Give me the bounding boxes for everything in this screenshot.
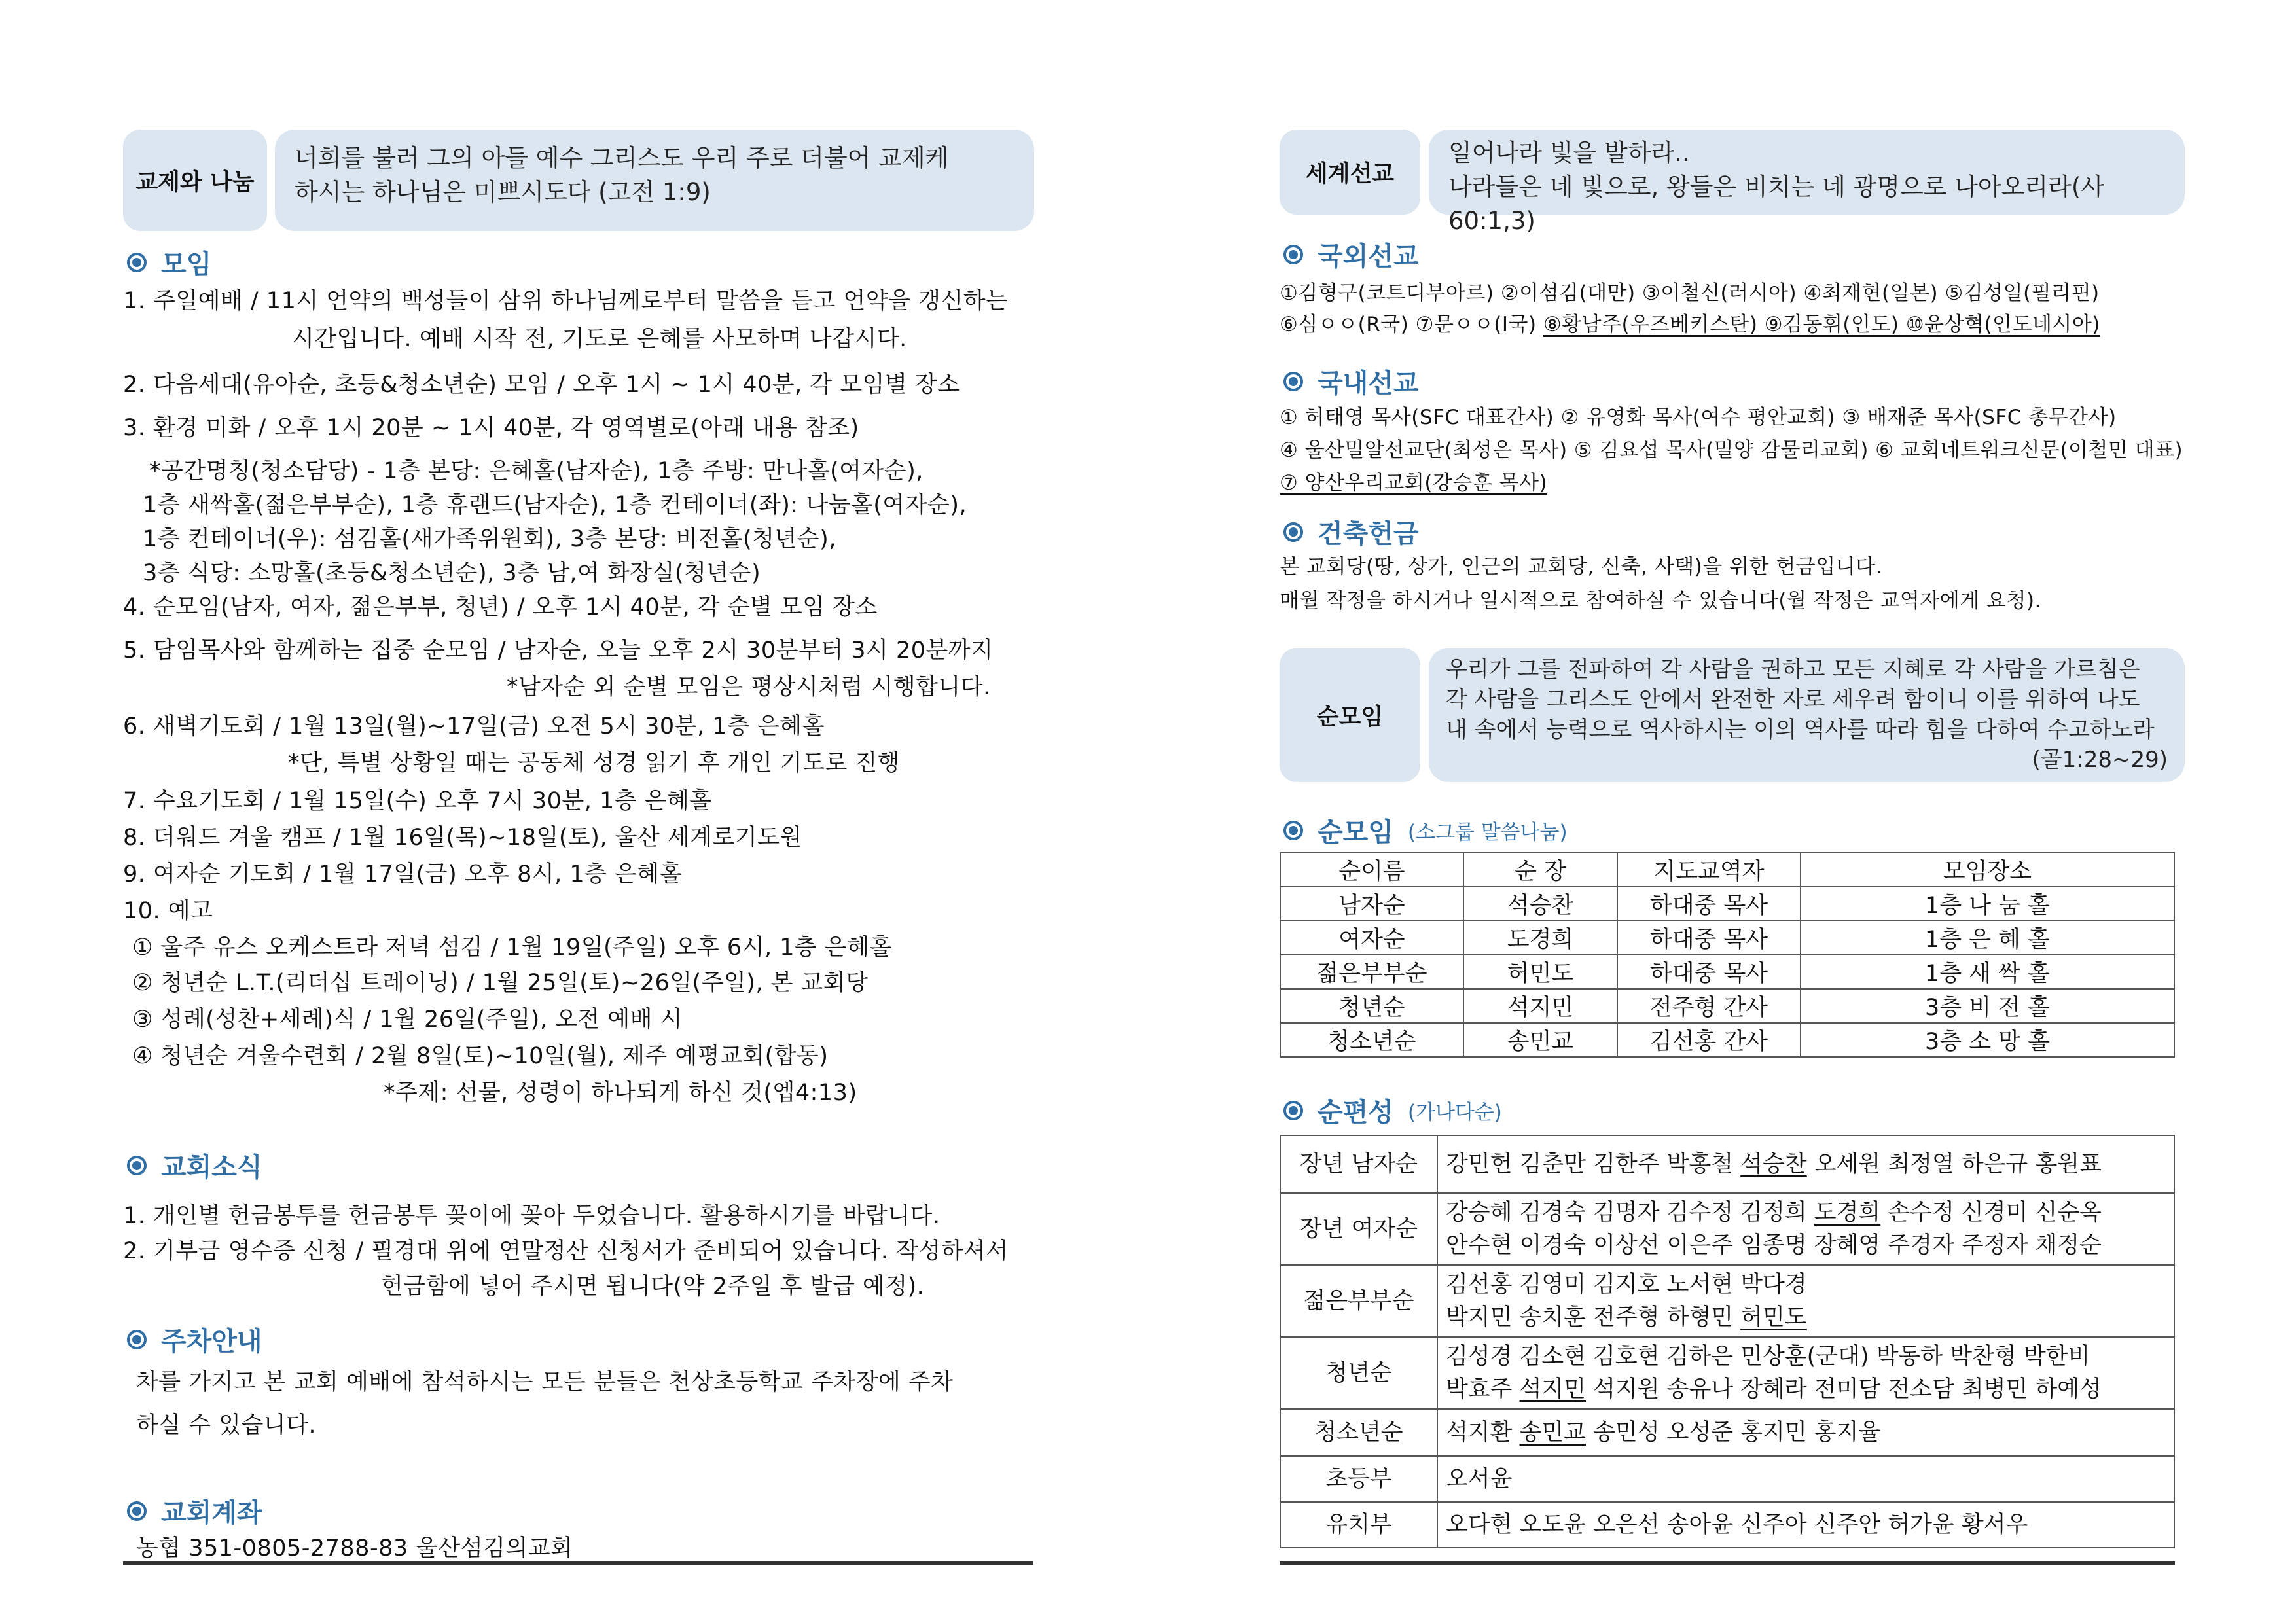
- cell-groups-section-title: 순모임 (소그룹 말씀나눔): [1283, 812, 1568, 849]
- table-cell: 1층 새 싹 홀: [1801, 955, 2174, 989]
- meeting-item-3-b: 1층 새싹홀(젊은부부순), 1층 휴랜드(남자순), 1층 컨테이너(좌): 나눔홀(여자순),: [143, 492, 967, 518]
- leader-name: 송민교: [1519, 1419, 1586, 1446]
- cell-verse-line-1: 우리가 그를 전파하여 각 사람을 권하고 모든 지혜로 각 사람을 가르침은: [1446, 656, 2140, 683]
- news-item-2-cont: 헌금함에 넣어 주시면 됩니다(약 2주일 후 발급 예정).: [381, 1274, 925, 1300]
- cell-groups-table: [1280, 852, 2175, 1058]
- meeting-item-5: 5. 담임목사와 함께하는 집중 순모임 / 남자순, 오늘 오후 2시 30분부터 3시 20분까지: [123, 637, 994, 664]
- domestic-line-1: ① 허태영 목사(SFC 대표간사) ② 유영화 목사(여수 평안교회) ③ 배재준 목사(SFC 총무간사): [1280, 406, 2117, 429]
- table-cell: 전주형 간사: [1617, 989, 1801, 1023]
- right-page: [1280, 0, 2183, 1623]
- notice-item-3: ③ 성례(성찬+세례)식 / 1월 26일(주일), 오전 예배 시: [132, 1007, 683, 1033]
- meeting-item-3: 3. 환경 미화 / 오후 1시 20분 ~ 1시 40분, 각 영역별로(아래 내용 참조): [123, 415, 859, 441]
- notice-item-1: ① 울주 유스 오케스트라 저녁 섬김 / 1월 19일(주일) 오후 6시, 1층 은혜홀: [132, 935, 892, 961]
- parking-section-title: 주차안내: [127, 1321, 262, 1358]
- table-row: [1280, 1337, 2174, 1409]
- table-header: 모임장소: [1801, 853, 2174, 887]
- roster-members: 김선홍 김영미 김지호 노서현 박다경 박지민 송치훈 전주형 하형민 허민도: [1437, 1265, 2174, 1337]
- table-row: [1280, 1023, 2174, 1057]
- table-cell: 청소년순: [1280, 1023, 1463, 1057]
- table-cell: 하대중 목사: [1617, 955, 1801, 989]
- roster-label: 초등부: [1280, 1456, 1437, 1502]
- mission-verse-line-1: 일어나라 빛을 발하라..: [1448, 139, 1690, 167]
- table-row: [1280, 989, 2174, 1023]
- building-section-title: 건축헌금: [1283, 513, 1419, 550]
- share-verse-line-2: 하시는 하나님은 미쁘시도다 (고전 1:9): [295, 178, 711, 206]
- meeting-item-4: 4. 순모임(남자, 여자, 젊은부부, 청년) / 오후 1시 40분, 각 순별 모임 장소: [123, 594, 878, 620]
- target-bullet-icon: [1283, 372, 1303, 391]
- table-row: [1280, 1456, 2174, 1502]
- roster-members: 김성경 김소현 김호현 김하은 민상훈(군대) 박동하 박찬형 박한비 박효주 석지민 석지원 송유나 장혜라 전미담 전소담 최병민 하예성: [1437, 1337, 2174, 1409]
- share-label: 교제와 나눔: [135, 169, 255, 196]
- table-cell: 김선홍 간사: [1617, 1023, 1801, 1057]
- notice-item-4: ④ 청년순 겨울수련회 / 2월 8일(토)~10일(월), 제주 예평교회(합동): [132, 1043, 829, 1069]
- table-cell: 하대중 목사: [1617, 887, 1801, 921]
- share-verse-box: [275, 130, 1034, 231]
- notice-item-2: ② 청년순 L.T.(리더십 트레이닝) / 1월 25일(토)~26일(주일), 본 교회당: [132, 970, 869, 996]
- table-row: [1280, 1193, 2174, 1265]
- roster-members: 오서윤: [1437, 1456, 2174, 1502]
- target-bullet-icon: [127, 1501, 147, 1521]
- meeting-item-8: 8. 더워드 겨울 캠프 / 1월 16일(목)~18일(토), 울산 세계로기도원: [123, 825, 802, 851]
- table-cell: 젊은부부순: [1280, 955, 1463, 989]
- account-number: 농협 351-0805-2788-83 울산섬김의교회: [136, 1535, 573, 1561]
- meeting-item-3-d: 3층 식당: 소망홀(초등&청소년순), 3층 남,여 화장실(청년순): [143, 560, 761, 586]
- news-item-1: 1. 개인별 헌금봉투를 헌금봉투 꽂이에 꽂아 두었습니다. 활용하시기를 바랍니다.: [123, 1203, 941, 1229]
- table-cell: 허민도: [1463, 955, 1617, 989]
- notice-item-4-theme: *주제: 선물, 성령이 하나되게 하신 것(엡4:13): [384, 1080, 857, 1106]
- meeting-item-6-note: *단, 특별 상황일 때는 공동체 성경 읽기 후 개인 기도로 진행: [288, 750, 901, 776]
- table-cell: 1층 나 눔 홀: [1801, 887, 2174, 921]
- leader-name: 석지민: [1519, 1376, 1586, 1402]
- bottom-divider: [123, 1561, 1033, 1565]
- parking-line-1: 차를 가지고 본 교회 예배에 참석하시는 모든 분들은 천상초등학교 주차장에 주차: [136, 1369, 954, 1395]
- table-header: 순 장: [1463, 853, 1617, 887]
- news-section-title: 교회소식: [127, 1147, 262, 1184]
- cell-verse-line-3: 내 속에서 능력으로 역사하시는 이의 역사를 따라 힘을 다하여 수고하노라: [1446, 717, 2155, 743]
- table-cell: 남자순: [1280, 887, 1463, 921]
- roster-members: 강민헌 김춘만 김한주 박홍철 석승찬 오세원 최정열 하은규 홍원표: [1437, 1135, 2174, 1193]
- meeting-section-title: 모임: [127, 243, 211, 281]
- meeting-item-1-cont: 시간입니다. 예배 시작 전, 기도로 은혜를 사모하며 나갑시다.: [292, 326, 907, 352]
- meeting-item-3-c: 1층 컨테이너(우): 섬김홀(새가족위원회), 3층 본당: 비전홀(청년순),: [143, 526, 836, 552]
- meeting-item-1: 1. 주일예배 / 11시 언약의 백성들이 삼위 하나님께로부터 말씀을 듣고 언약을 갱신하는: [123, 288, 1009, 314]
- building-line-2: 매월 작정을 하시거나 일시적으로 참여하실 수 있습니다(월 작정은 교역자에게 요청).: [1280, 589, 2041, 613]
- table-row: [1280, 887, 2174, 921]
- cell-label-box: [1280, 648, 1420, 782]
- meeting-item-5-note: *남자순 외 순별 모임은 평상시처럼 시행합니다.: [507, 674, 991, 700]
- table-cell: 석승찬: [1463, 887, 1617, 921]
- overseas-line-2: [1280, 308, 2100, 337]
- table-row: [1280, 955, 2174, 989]
- meeting-item-2: 2. 다음세대(유아순, 초등&청소년순) 모임 / 오후 1시 ~ 1시 40분, 각 모임별 장소: [123, 372, 960, 398]
- roster-label: 장년 여자순: [1280, 1193, 1437, 1265]
- domestic-line-2: ④ 울산밀알선교단(최성은 목사) ⑤ 김요섭 목사(밀양 감물리교회) ⑥ 교회네트워크신문(이철민 대표): [1280, 438, 2183, 462]
- cell-groups-subtitle: (소그룹 말씀나눔): [1407, 821, 1568, 844]
- roster-label: 청소년순: [1280, 1409, 1437, 1456]
- table-row: [1280, 1265, 2174, 1337]
- overseas-line-2-a: ⑥심ㅇㅇ(R국) ⑦문ㅇㅇ(I국): [1280, 313, 1543, 336]
- table-cell: 송민교: [1463, 1023, 1617, 1057]
- account-section-title: 교회계좌: [127, 1492, 262, 1529]
- table-header: 지도교역자: [1617, 853, 1801, 887]
- leader-name: 석승찬: [1740, 1151, 1807, 1177]
- roster-members: 오다현 오도윤 오은선 송아윤 신주아 신주안 허가윤 황서우: [1437, 1502, 2174, 1548]
- leader-name: 도경희: [1814, 1200, 1881, 1226]
- cell-verse-line-2: 각 사람을 그리스도 안에서 완전한 자로 세우려 함이니 이를 위하여 나도: [1446, 687, 2140, 713]
- meeting-item-10: 10. 예고: [123, 898, 213, 924]
- roster-section-title: 순편성 (가나다순): [1283, 1092, 1502, 1129]
- table-cell: 3층 비 전 홀: [1801, 989, 2174, 1023]
- target-bullet-icon: [127, 1156, 147, 1175]
- cell-verse-ref: (골1:28~29): [2032, 747, 2168, 773]
- table-header: 순이름: [1280, 853, 1463, 887]
- overseas-section-title: 국외선교: [1283, 236, 1419, 273]
- roster-label: 유치부: [1280, 1502, 1437, 1548]
- table-row: [1280, 1409, 2174, 1456]
- roster-table: [1280, 1135, 2175, 1548]
- target-bullet-icon: [1283, 821, 1303, 840]
- target-bullet-icon: [1283, 245, 1303, 264]
- domestic-section-title: 국내선교: [1283, 363, 1419, 400]
- table-row: [1280, 921, 2174, 955]
- target-bullet-icon: [1283, 1101, 1303, 1120]
- roster-members: 석지환 송민교 송민성 오성준 홍지민 홍지율: [1437, 1409, 2174, 1456]
- mission-label: 세계선교: [1305, 161, 1395, 187]
- share-verse-line-1: 너희를 불러 그의 아들 예수 그리스도 우리 주로 더불어 교제케: [295, 144, 949, 172]
- cell-label: 순모임: [1316, 704, 1384, 730]
- mission-verse-line-2: 나라들은 네 빛으로, 왕들은 비치는 네 광명으로 나아오리라(사60:1,3): [1448, 173, 2105, 235]
- left-page: [123, 0, 1033, 1623]
- table-cell: 3층 소 망 홀: [1801, 1023, 2174, 1057]
- meeting-item-6: 6. 새벽기도회 / 1월 13일(월)~17일(금) 오전 5시 30분, 1층 은혜홀: [123, 713, 825, 740]
- domestic-line-3: ⑦ 양산우리교회(강승훈 목사): [1280, 471, 1548, 495]
- roster-label: 청년순: [1280, 1337, 1437, 1409]
- table-header-row: [1280, 853, 2174, 887]
- table-cell: 여자순: [1280, 921, 1463, 955]
- mission-label-box: [1280, 130, 1420, 215]
- news-item-2: 2. 기부금 영수증 신청 / 필경대 위에 연말정산 신청서가 준비되어 있습니다. 작성하셔서: [123, 1238, 1009, 1264]
- parking-line-2: 하실 수 있습니다.: [136, 1412, 317, 1438]
- roster-members: 강승혜 김경숙 김명자 김수정 김정희 도경희 손수정 신경미 신순옥 안수현 이경숙 이상선 이은주 임종명 장혜영 주경자 주정자 채정순: [1437, 1193, 2174, 1265]
- target-bullet-icon: [127, 1330, 147, 1349]
- table-cell: 하대중 목사: [1617, 921, 1801, 955]
- target-bullet-icon: [127, 253, 147, 272]
- roster-subtitle: (가나다순): [1407, 1101, 1502, 1124]
- meeting-item-9: 9. 여자순 기도회 / 1월 17일(금) 오후 8시, 1층 은혜홀: [123, 861, 683, 887]
- table-cell: 도경희: [1463, 921, 1617, 955]
- leader-name: 허민도: [1740, 1304, 1807, 1330]
- overseas-line-2-b: ⑧황남주(우즈베키스탄) ⑨김동휘(인도) ⑩윤상혁(인도네시아): [1543, 313, 2100, 336]
- mission-verse-box: [1429, 130, 2185, 235]
- table-cell: 1층 은 혜 홀: [1801, 921, 2174, 955]
- share-label-box: [123, 130, 267, 231]
- table-cell: 석지민: [1463, 989, 1617, 1023]
- table-row: [1280, 1502, 2174, 1548]
- overseas-line-1: ①김형구(코트디부아르) ②이섬김(대만) ③이철신(러시아) ④최재현(일본) ⑤김성일(필리핀): [1280, 281, 2100, 305]
- meeting-item-3-a: *공간명칭(청소담당) - 1층 본당: 은혜홀(남자순), 1층 주방: 만나홀(여자순),: [149, 458, 924, 484]
- meeting-item-7: 7. 수요기도회 / 1월 15일(수) 오후 7시 30분, 1층 은혜홀: [123, 788, 712, 814]
- roster-label: 장년 남자순: [1280, 1135, 1437, 1193]
- target-bullet-icon: [1283, 522, 1303, 542]
- roster-label: 젊은부부순: [1280, 1265, 1437, 1337]
- building-line-1: 본 교회당(땅, 상가, 인근의 교회당, 신축, 사택)을 위한 헌금입니다.: [1280, 555, 1882, 579]
- cell-verse-box: [1429, 648, 2185, 782]
- table-row: [1280, 1135, 2174, 1193]
- bottom-divider: [1280, 1561, 2175, 1565]
- table-cell: 청년순: [1280, 989, 1463, 1023]
